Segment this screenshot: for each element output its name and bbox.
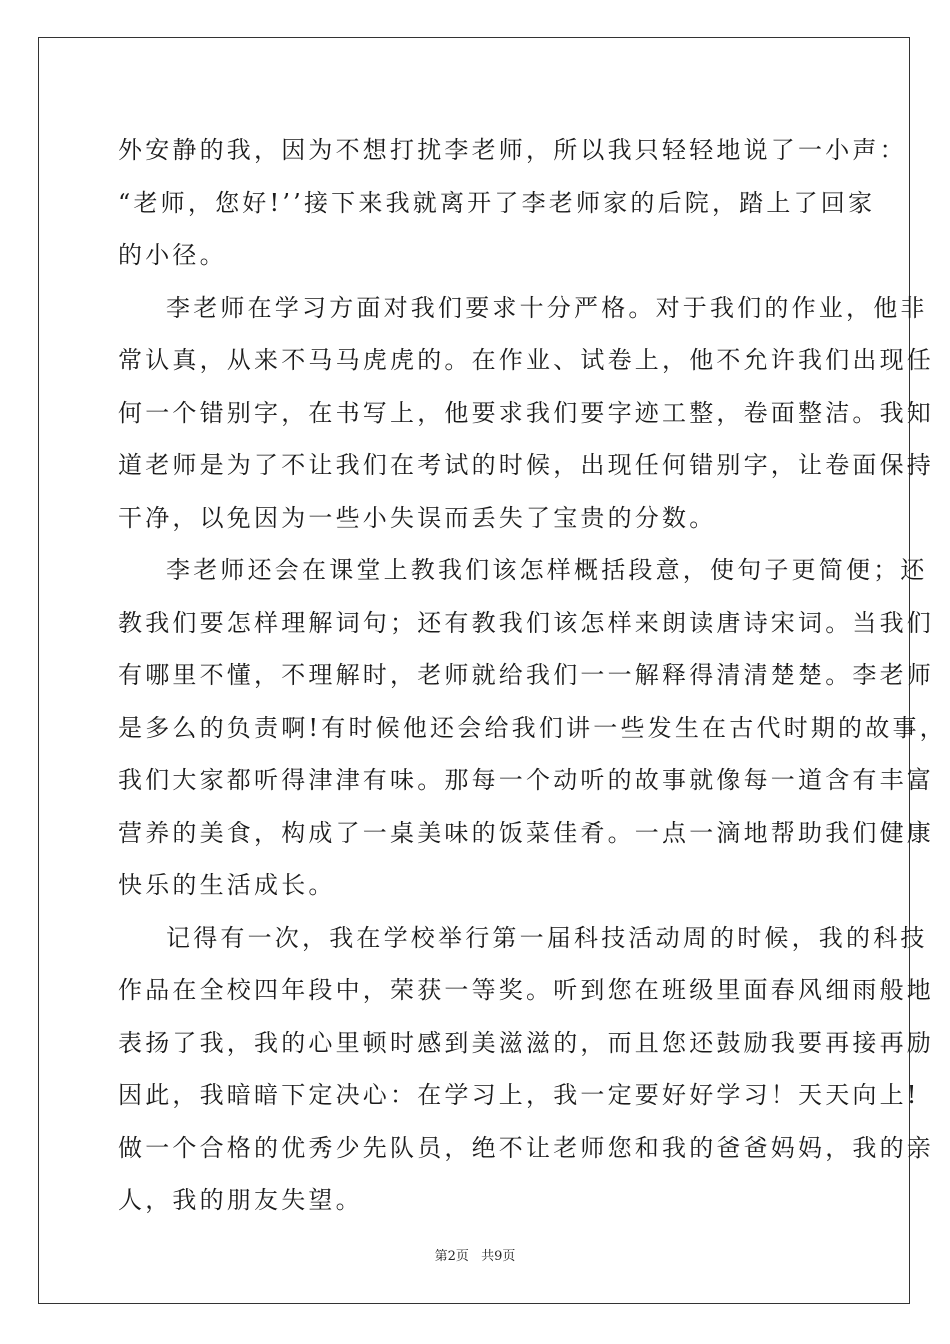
page-number: 第2页 xyxy=(434,1249,469,1264)
page-footer xyxy=(0,1245,950,1264)
text-line: 营养的美食，构成了一桌美味的饭菜佳肴。一点一滴地帮助我们健康 xyxy=(118,818,934,847)
total-pages: 共9页 xyxy=(481,1249,516,1264)
text-line: 作品在全校四年段中，荣获一等奖。听到您在班级里面春风细雨般地 xyxy=(118,976,934,1004)
text-line: 常认真，从来不马马虎虎的。在作业、试卷上，他不允许我们出现任 xyxy=(118,346,934,374)
text-line: 是多么的负责啊!有时候他还会给我们讲一些发生在古代时期的故事， xyxy=(118,713,947,742)
text-line: 做一个合格的优秀少先队员，绝不让老师您和我的爸爸妈妈，我的亲 xyxy=(118,1133,934,1162)
text-line: 有哪里不懂，不理解时，老师就给我们一一解释得清清楚楚。李老师 xyxy=(118,661,934,689)
text-line: 我们大家都听得津津有味。那每一个动听的故事就像每一道含有丰富 xyxy=(118,766,934,794)
text-line: 外安静的我，因为不想打扰李老师，所以我只轻轻地说了一小声： xyxy=(118,136,907,164)
text-line: 教我们要怎样理解词句；还有教我们该怎样来朗读唐诗宋词。当我们 xyxy=(118,608,934,637)
text-line: 人，我的朋友失望。 xyxy=(118,1186,363,1214)
text-line: 快乐的生活成长。 xyxy=(118,871,336,899)
text-line: 何一个错别字，在书写上，他要求我们要字迹工整，卷面整洁。我知 xyxy=(118,398,934,427)
text-line: “老师，您好!’’接下来我就离开了李老师家的后院，踏上了回家 xyxy=(118,188,876,217)
text-line: 干净，以免因为一些小失误而丢失了宝贵的分数。 xyxy=(118,503,717,532)
paragraph-start-line: 李老师还会在课堂上教我们该怎样概括段意，使句子更简便；还 xyxy=(166,556,928,584)
text-line: 道老师是为了不让我们在考试的时候，出现任何错别字，让卷面保持 xyxy=(118,451,934,479)
paragraph-start-line: 李老师在学习方面对我们要求十分严格。对于我们的作业，他非 xyxy=(166,293,928,322)
text-line: 因此，我暗暗下定决心：在学习上，我一定要好好学习！天天向上! xyxy=(118,1081,920,1109)
text-line: 的小径。 xyxy=(118,241,227,269)
text-line: 表扬了我，我的心里顿时感到美滋滋的，而且您还鼓励我要再接再励 xyxy=(118,1028,934,1057)
paragraph-start-line: 记得有一次，我在学校举行第一届科技活动周的时候，我的科技 xyxy=(166,923,928,952)
document-body xyxy=(118,124,947,1227)
